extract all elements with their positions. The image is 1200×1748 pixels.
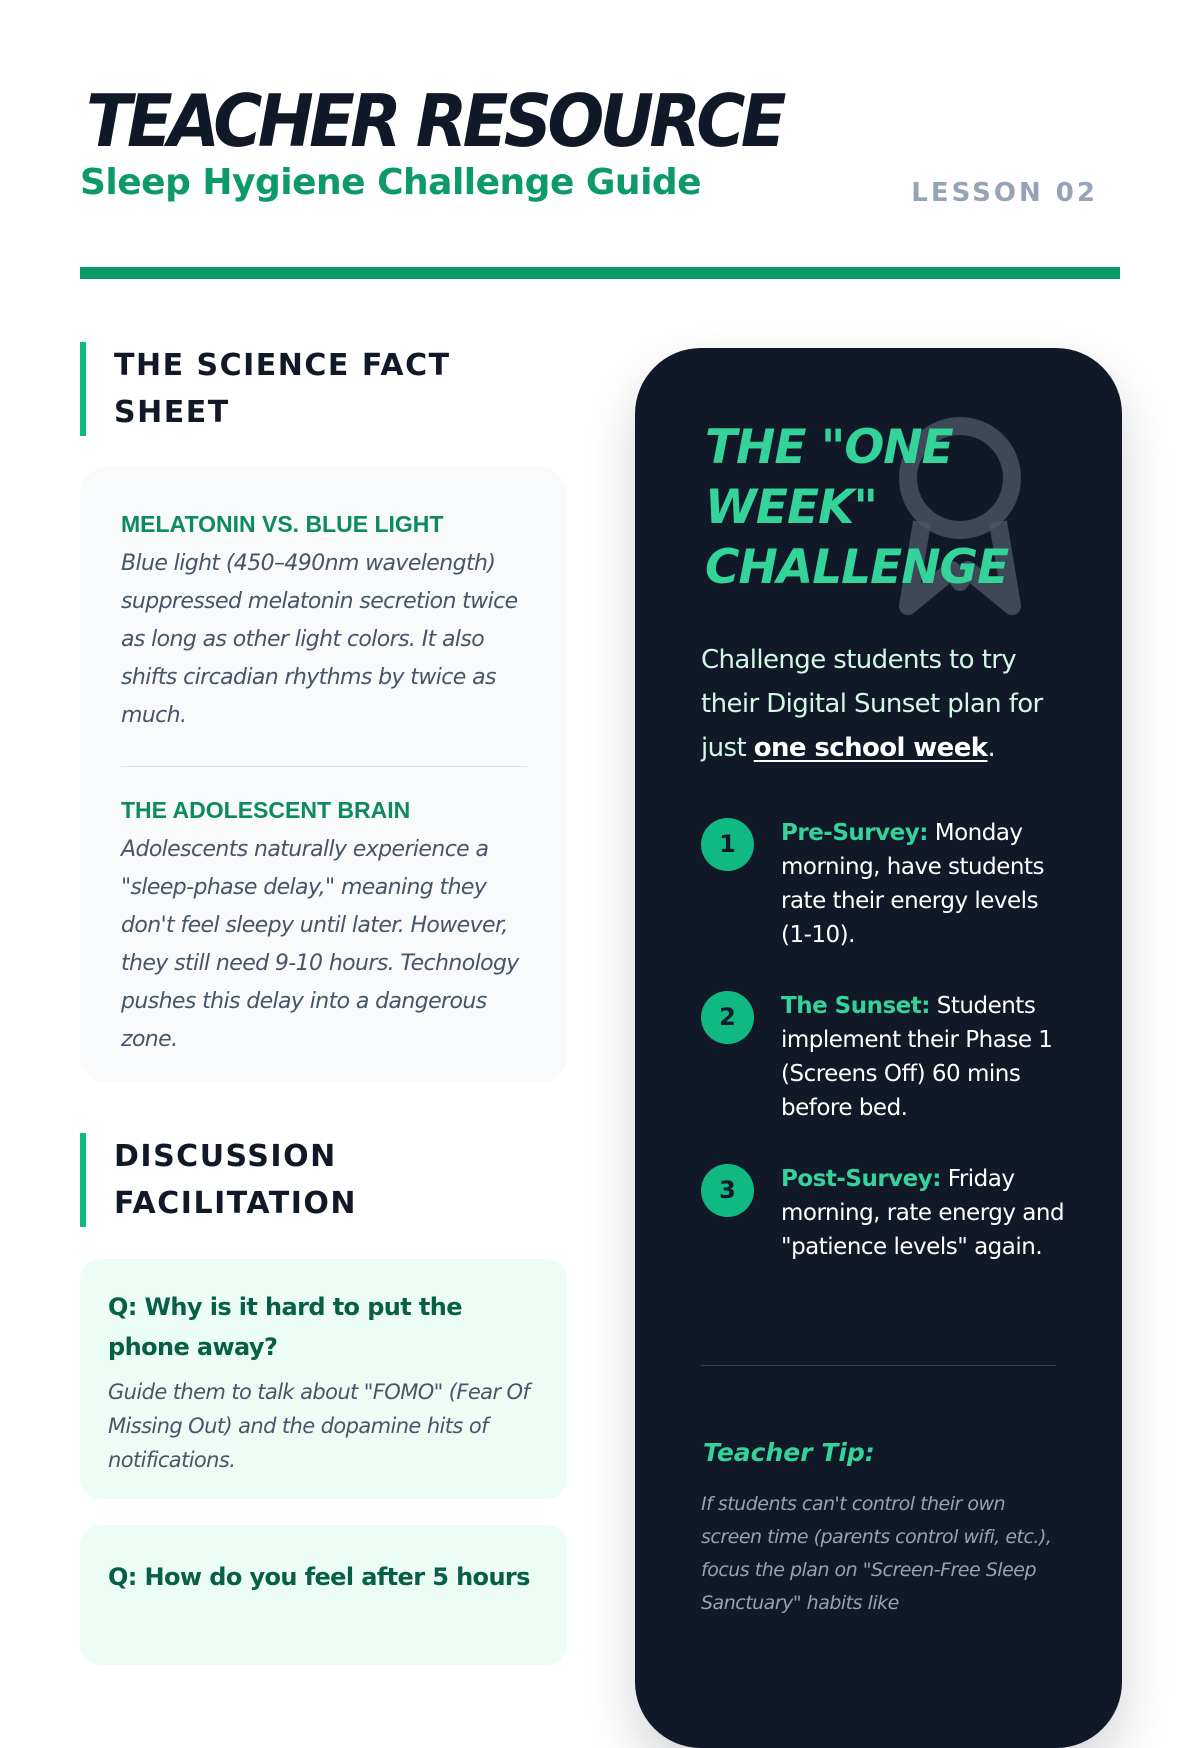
step-number-badge: 2 [701,991,754,1044]
step-text: Post-Survey: Friday morning, rate energy and "patience levels" again. [781,1166,1065,1260]
lesson-label: LESSON 02 [911,178,1098,208]
discussion-section-heading: DISCUSSION FACILITATION [80,1133,530,1227]
page-title: TEACHER RESOURCE [86,79,782,163]
challenge-step [701,989,1061,1125]
discussion-question-card [80,1525,567,1665]
challenge-step [701,1162,1065,1264]
teacher-tip-title: Teacher Tip: [703,1438,875,1467]
fact-body-melatonin: Blue light (450–490nm wavelength) suppressed melatonin secretion twice as long as other light colors. It also shifts circadian rhythms by twice as much. [121,551,518,728]
step-number-badge: 3 [701,1164,754,1217]
challenge-intro: Challenge students to try their Digital Sunset plan for just one school week. [701,645,1043,763]
step-number-badge: 1 [701,818,754,871]
challenge-divider [701,1365,1056,1366]
teacher-tip-body: If students can't control their own screen time (parents control wifi, etc.), focus the plan on "Screen-Free Sleep Sanctuary" habits like [701,1493,1052,1614]
challenge-title: THE "ONE WEEK" CHALLENGE [705,420,1009,595]
fact-divider [121,766,527,767]
fact-body-adolescent-brain: Adolescents naturally experience a "sleep-phase delay," meaning they don't feel sleepy until later. However, they still need 9-10 hours. Technology pushes this delay into a dangerous zone. [121,837,519,1052]
discussion-answer: Guide them to talk about "FOMO" (Fear Of Missing Out) and the dopamine hits of notifications. [108,1380,530,1472]
discussion-question: Q: How do you feel after 5 hours [108,1563,530,1591]
fact-title-adolescent-brain: THE ADOLESCENT BRAIN [121,797,411,823]
science-fact-card [80,467,567,1083]
science-section-heading: THE SCIENCE FACT SHEET [80,342,530,436]
header-divider [80,267,1120,279]
page-subtitle: Sleep Hygiene Challenge Guide [80,162,702,203]
step-text: Pre-Survey: Monday morning, have students rate their energy levels (1-10). [781,820,1044,948]
challenge-intro-emphasis: one school week [753,733,988,763]
step-text: The Sunset: Students implement their Phase 1 (Screens Off) 60 mins before bed. [781,993,1053,1121]
challenge-step [701,816,1061,952]
discussion-question-card [80,1259,567,1499]
fact-title-melatonin: MELATONIN VS. BLUE LIGHT [121,511,444,537]
challenge-panel [635,348,1122,1748]
discussion-question: Q: Why is it hard to put the phone away? [108,1293,462,1361]
